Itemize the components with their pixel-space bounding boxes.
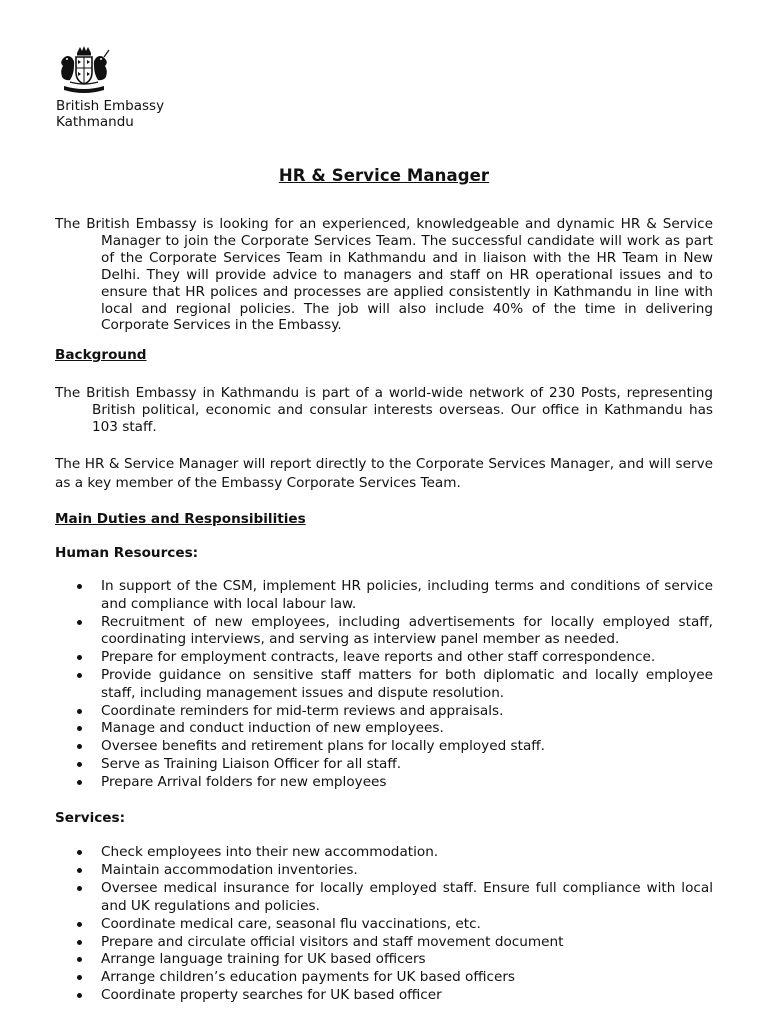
bullet-icon: [77, 957, 82, 962]
list-item: Coordinate medical care, seasonal flu vaccinations, etc.: [55, 916, 713, 934]
services-duties-list: [55, 844, 713, 1005]
bullet-icon: [77, 762, 82, 767]
background-heading: Background: [55, 347, 147, 363]
list-item: Maintain accommodation inventories.: [55, 862, 713, 880]
org-name-line2: Kathmandu: [56, 114, 134, 130]
bullet-icon: [77, 726, 82, 731]
bullet-icon: [77, 993, 82, 998]
org-name-line1: British Embassy: [56, 98, 165, 114]
royal-coat-of-arms-icon: [56, 44, 112, 96]
list-item: Prepare for employment contracts, leave reports and other staff correspondence.: [55, 649, 713, 667]
list-item: Prepare and circulate official visitors and staff movement document: [55, 934, 713, 952]
list-item: Oversee medical insurance for locally employed staff. Ensure full compliance with local and UK regulations and policies.: [55, 880, 713, 916]
hr-duties-list: [55, 578, 713, 792]
bullet-icon: [77, 584, 82, 589]
list-item: Prepare Arrival folders for new employees: [55, 774, 713, 792]
services-heading-block: [55, 810, 713, 827]
list-item: Arrange children’s education payments for UK based officers: [55, 969, 713, 987]
intro-paragraph: The British Embassy is looking for an experienced, knowledgeable and dynamic HR & Service Manager to join the Corporate Services Team. The successful candidate will work as part of the Corporate Services Team in Kathmandu and in liaison with the HR Team in New Delhi. They will provide advice to managers and staff on HR operational issues and to ensure that HR polices and processes are applied consistently in Kathmandu in line with local and regional policies. The job will also include 40% of the time in delivering Corporate Services in the Embassy.: [55, 216, 713, 334]
services-list-block: [55, 844, 713, 1005]
list-item: In support of the CSM, implement HR policies, including terms and conditions of service and compliance with local labour law.: [55, 578, 713, 614]
background-body-2: [55, 455, 713, 492]
bullet-icon: [77, 940, 82, 945]
background-paragraph-1: The British Embassy in Kathmandu is part of a world-wide network of 230 Posts, representing British political, economic and consular interests overseas. Our office in Kathmandu has 103 staff.: [55, 385, 713, 435]
duties-heading-block: [55, 511, 713, 528]
bullet-icon: [77, 655, 82, 660]
bullet-icon: [77, 922, 82, 927]
bullet-icon: [77, 620, 82, 625]
list-item: Serve as Training Liaison Officer for all staff.: [55, 756, 713, 774]
intro-section: [55, 216, 713, 334]
bullet-icon: [77, 868, 82, 873]
duties-heading: Main Duties and Responsibilities: [55, 511, 306, 527]
hr-heading: Human Resources:: [55, 545, 199, 561]
bullet-icon: [77, 975, 82, 980]
background-body: [55, 385, 713, 436]
list-item: Coordinate property searches for UK based officer: [55, 987, 713, 1005]
services-heading: Services:: [55, 810, 126, 826]
list-item: Coordinate reminders for mid-term reviews and appraisals.: [55, 703, 713, 721]
bullet-icon: [77, 673, 82, 678]
bullet-icon: [77, 709, 82, 714]
bullet-icon: [77, 780, 82, 785]
bullet-icon: [77, 744, 82, 749]
list-item: Oversee benefits and retirement plans for locally employed staff.: [55, 738, 713, 756]
list-item: Manage and conduct induction of new employees.: [55, 720, 713, 738]
hr-list-block: [55, 578, 713, 792]
list-item: Check employees into their new accommodation.: [55, 844, 713, 862]
page-title: HR & Service Manager: [278, 166, 490, 185]
hr-heading-block: [55, 545, 713, 562]
list-item: Provide guidance on sensitive staff matters for both diplomatic and locally employee staff, including management issues and dispute resolution.: [55, 667, 713, 703]
background-section: [55, 347, 713, 364]
embassy-logo: [56, 44, 186, 130]
background-paragraph-2: The HR & Service Manager will report directly to the Corporate Services Manager, and will serve as a key member of the Embassy Corporate Services Team.: [55, 456, 713, 491]
list-item: Arrange language training for UK based officers: [55, 951, 713, 969]
bullet-icon: [77, 850, 82, 855]
list-item: Recruitment of new employees, including advertisements for locally employed staff, coordinating interviews, and serving as interview panel member as needed.: [55, 614, 713, 650]
bullet-icon: [77, 886, 82, 891]
